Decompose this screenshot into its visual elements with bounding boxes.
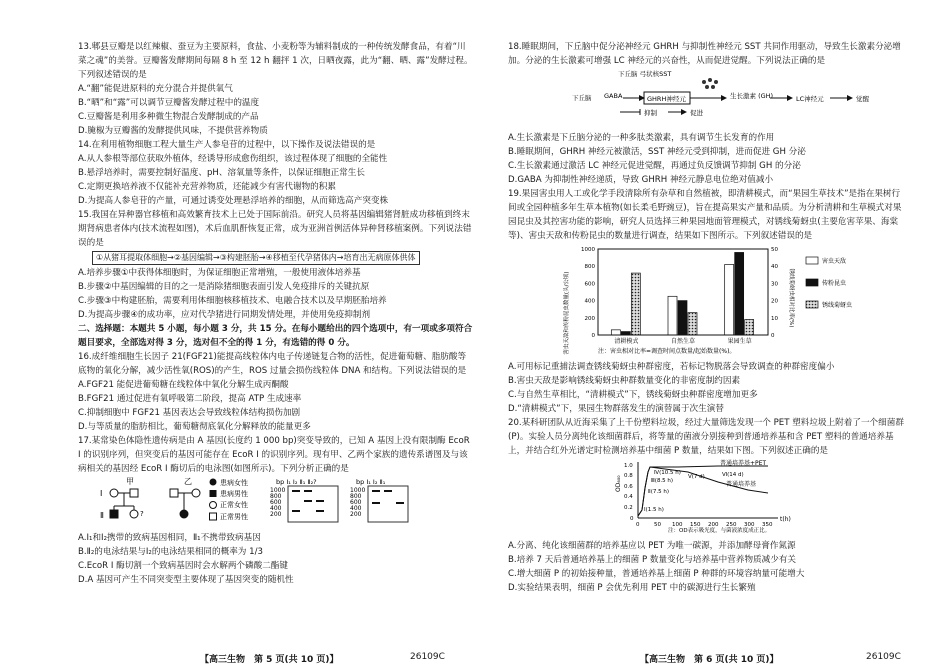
left-column	[78, 40, 473, 587]
bar-1	[611, 330, 620, 335]
right-column	[508, 40, 908, 595]
pedigree-figure	[78, 476, 473, 531]
xtick: 0	[636, 522, 640, 528]
option-b: B.步骤②中基因编辑的目的之一是消除猪细胞表面引发人免疫排斥的关键抗原	[78, 282, 370, 292]
option-c: C.增大细菌 P 的初始接种量，普通培养基上细菌 P 种群的环境容纳量可能增大	[508, 569, 805, 579]
xlabel: t(h)	[780, 516, 791, 523]
option-c: C.EcoR Ⅰ 酶切割一个致病基因时会水解两个磷酸二酯键	[78, 561, 288, 571]
diagram-wake: 觉醒	[856, 95, 869, 103]
svg-text:?: ?	[140, 510, 144, 518]
diagram-gh: 生长激素 (GH)	[730, 92, 774, 100]
bp-1000: 1000	[270, 487, 286, 494]
bp-400: 400	[350, 505, 362, 512]
bar-3	[688, 313, 697, 335]
legend-inhibit: 抑制	[644, 109, 657, 117]
option-c: C.抑制细胞中 FGF21 基因表达会导致线粒体结构损伤加剧	[78, 408, 301, 418]
right-ytick: 0	[771, 333, 775, 339]
option-b: B.悬浮培养时，需要控制好温度、pH、溶氧量等条件，以保证细胞正常生长	[78, 168, 365, 178]
option-d: D.GABA 为抑制性神经递质，导致 GHRH 神经元静息电位绝对值减小	[508, 175, 774, 185]
left-ytick: 800	[584, 264, 595, 271]
right-ytick: 30	[771, 281, 778, 288]
bp-1000: 1000	[350, 487, 366, 494]
option-a: A.FGF21 能促进葡萄糖在线粒体中氧化分解生成丙酮酸	[78, 380, 289, 390]
pedigree-male-normal	[130, 489, 138, 497]
legend-label: 患病男性	[220, 490, 248, 498]
question-20	[508, 416, 908, 595]
option-a: A.Ⅰ₁和Ⅰ₂携带的致病基因相同，Ⅱ₁不携带致病基因	[78, 533, 261, 543]
family-a-label: 甲	[126, 477, 134, 486]
xtick: 100	[672, 522, 683, 528]
xtick: 50	[654, 522, 661, 528]
question-18	[508, 40, 908, 187]
option-a: A.“翻”能促进原料的充分混合并提供氧气	[78, 84, 233, 94]
pedigree-female-normal	[192, 489, 200, 497]
option-c: C.定期更换培养液不仅能补充营养物质，还能减少有害代谢物的积累	[78, 182, 336, 192]
stage-label: Ⅴ(7 d)	[688, 474, 705, 480]
option-a: A.分离、纯化该细菌群的培养基应以 PET 为唯一碳源，并添加酵母膏作氮源	[508, 541, 796, 551]
gel-a-header: bp Ⅰ₁ Ⅰ₂ Ⅱ₁ Ⅱ₂?	[276, 478, 317, 486]
option-d: D.与等质量的脂肪相比，葡萄糖彻底氧化分解释放的能量更多	[78, 422, 311, 432]
ytick: 0.8	[624, 473, 633, 479]
ylabel-right: 锈线菊蚜虫相对比率(%)	[788, 268, 794, 328]
option-d: D.实验结果表明，细菌 P 会优先利用 PET 中的碳源进行生长繁殖	[508, 583, 756, 593]
ytick: 0	[630, 516, 634, 522]
stage-label: Ⅰ(1.5 h)	[644, 507, 664, 513]
diagram-top-label: 下丘脑 弓状核SST	[618, 70, 672, 78]
line1-label: 普通培养基+PET	[720, 460, 767, 467]
bar-2	[621, 332, 630, 335]
stage-label: Ⅳ(10.5 h)	[654, 470, 681, 476]
legend-promote: 促进	[690, 109, 703, 117]
question-19	[508, 187, 908, 416]
category-label: 自然生草	[670, 338, 696, 345]
left-ytick: 400	[584, 298, 595, 305]
legend-label: 正常男性	[220, 513, 248, 521]
option-b: B.FGF21 通过促进有氧呼吸第二阶段，提高 ATP 生成速率	[78, 394, 302, 404]
option-a: A.可用标记重捕法调查锈线菊蚜虫种群密度，若标记物脱落会导致调查的种群密度偏小	[508, 362, 835, 372]
pedigree-female-normal	[130, 510, 138, 518]
footer-left-code: 26109C	[410, 652, 445, 662]
question-stem: 13.郫县豆瓣是以红辣椒、蚕豆为主要原料，食盐、小麦粉等为辅料制成的一种传统发酵食品，有着“川菜之魂”的美誉。豆瓣酱发酵期间每隔 8 h 至 12 h 翻抨 1 次，日晒夜露，此为“翻、晒、露”发酵过程。下列叙述错误的是	[78, 42, 473, 80]
option-d: D.为提高步骤④的成功率，应对代孕猪进行同期发情处理，并使用免疫抑制剂	[78, 310, 371, 320]
pedigree-male-normal	[170, 489, 178, 497]
legend-label: 患病女性	[220, 479, 248, 487]
legend-swatch	[806, 301, 818, 308]
left-ytick: 1000	[581, 247, 595, 253]
legend-label: 害虫天敌	[822, 258, 847, 265]
diagram-hypothalamus: 下丘脑	[572, 94, 592, 102]
stage-label: Ⅵ(14 d)	[722, 472, 744, 478]
bar-2	[678, 301, 687, 335]
question-stem: 20.某科研团队从近海采集了上千份塑料垃圾，经过大量筛选发现一个 PET 塑料垃圾上附着了一个细菌群(P)。实验人员分离纯化该细菌群后，将等量的菌液分别接种到普通培养基和含 PET 塑料的普通培养基上，并结合红外光谱定时检测培养基中细菌 P 数量，结果如下图。下列叙述正确的是	[508, 418, 904, 456]
bp-600: 600	[270, 499, 282, 506]
option-d: D.腌椒为豆瓣酱的发酵提供风味，不提供营养物质	[78, 126, 268, 136]
legend-label: 锈线菊蚜虫	[822, 302, 853, 309]
bar-3	[745, 320, 754, 335]
line2-label: 普通培养基	[726, 481, 757, 488]
option-a: A.从人参根等部位获取外植体，经诱导形成愈伤组织，该过程体现了细胞的全能性	[78, 154, 388, 164]
option-d: D.“清耕模式”下，果园生物群落发生的演替属于次生演替	[508, 404, 724, 414]
bp-800: 800	[270, 493, 282, 500]
diagram-gaba: GABA	[604, 92, 623, 100]
question-14	[78, 138, 473, 208]
ylabel-left: 害虫天敌和传粉昆虫数量(头/公顷)	[564, 271, 570, 355]
bar-1	[725, 264, 734, 335]
question-stem: 17.某常染色体隐性遗传病是由 A 基因(长度约 1 000 bp)突变导致的，已知 A 基因上没有限制酶 EcoR Ⅰ 的识别序列，但突变后的基因可能存在 EcoR Ⅰ 的识别序列。现有甲、乙两个家族的遗传系谱图及与该病相关的基因经 EcoR Ⅰ 酶切后的电泳图(如图所示)。下列分析正确的是	[78, 436, 470, 474]
gen-1-label: Ⅰ	[100, 489, 103, 498]
bar-chart-figure	[508, 243, 908, 360]
gen-2-label: Ⅱ	[100, 511, 104, 520]
question-16	[78, 350, 473, 434]
footer-left: 【高三生物 第 5 页(共 10 页)】	[200, 655, 339, 665]
ytick: 0.4	[624, 494, 633, 500]
neuron-diagram	[508, 68, 908, 131]
option-a: A.培养步骤①中获得体细胞时，为保证细胞正常增殖，一般使用液体培养基	[78, 268, 361, 278]
left-ytick: 0	[591, 333, 595, 339]
bar-1	[668, 296, 677, 335]
legend-swatch	[806, 279, 818, 286]
question-13	[78, 40, 473, 138]
legend-label: 传粉昆虫	[822, 280, 847, 287]
option-c: C.生长激素通过激活 LC 神经元促进觉醒，再通过负反馈调节抑制 GH 的分泌	[508, 161, 801, 171]
question-stem: 16.成纤维细胞生长因子 21(FGF21)能提高线粒体内电子传递链复合物的活性，促进葡萄糖、脂肪酸等底物的氧化分解，减少活性氧(ROS)的产生，ROS 过量会损伤线粒体 DNA 和结构。下列说法错误的是	[78, 352, 467, 376]
ylabel: OD₆₀₀	[615, 475, 622, 492]
option-b: B.害虫天敌是影响锈线菊蚜虫种群数量变化的非密度制约因素	[508, 376, 741, 386]
option-c: C.与自然生草相比，“清耕模式”下，锈线菊蚜虫种群密度增加更多	[508, 390, 758, 400]
right-ytick: 50	[771, 247, 778, 253]
option-c: C.步骤③中构建胚胎，需要利用体细胞核移植技术、电融合技术以及早期胚胎培养	[78, 296, 387, 306]
question-stem: 19.果园害虫用人工或化学手段清除所有杂草和自然植被，即清耕模式，而“果园生草技术”是指在果树行间或全园种植多年生草本植物(如长柔毛野豌豆)，旨在提高果实产量和品质。为分析清耕和生草模式对果园昆虫及其控害功能的影响，研究人员选择三种果园地面管理模式，对锈线菊蚜虫(主要危害苹果、海棠等)、害虫天敌和传粉昆虫的数量进行调查，结果如下图所示。下列叙述错误的是	[508, 189, 902, 241]
family-b-label: 乙	[184, 477, 192, 486]
xtick: 350	[762, 522, 773, 528]
gel-b-header: bp Ⅰ₁ Ⅰ₂ Ⅱ₁	[356, 478, 386, 486]
question-15	[78, 208, 473, 322]
pedigree-female-affected	[180, 510, 188, 518]
right-ytick: 40	[771, 264, 778, 271]
xtick: 200	[708, 522, 719, 528]
legend-label: 正常女性	[220, 501, 248, 509]
xtick: 250	[726, 522, 737, 528]
legend-affected-male-icon	[210, 490, 217, 497]
legend-swatch	[806, 257, 818, 264]
legend-normal-male-icon	[210, 513, 217, 520]
footer-right: 【高三生物 第 6 页(共 10 页)】	[640, 655, 779, 665]
option-c: C.豆瓣酱是利用多种微生物混合发酵制成的产品	[78, 112, 259, 122]
option-b: B.培养 7 天后普通培养基上的细菌 P 数量变化与培养基中营养物质减少有关	[508, 555, 797, 565]
option-d: D.A 基因可产生不同突变型主要体现了基因突变的随机性	[78, 575, 294, 585]
bar-2	[735, 252, 744, 335]
bp-800: 800	[350, 493, 362, 500]
stage-label: Ⅲ(8.5 h)	[651, 478, 674, 484]
bar-chart	[508, 243, 908, 355]
bp-200: 200	[350, 511, 362, 518]
question-stem: 15.我国在异种器官移植和高效繁育技术上已处于国际前沿。研究人员将基因编辑猪肾脏成功移植到终末期肾病患者体内(技术流程如图)，术后血肌酐恢复正常，成为亚洲首例活体异种肾移植案例。下列说法错误的是	[78, 210, 472, 248]
question-stem: 18.睡眠期间，下丘脑中促分泌神经元 GHRH 与抑制性神经元 SST 共同作用驱动，导致生长激素分泌增加。分泌的生长激素可增强 LC 神经元的兴奋性，从而促进觉醒。下列说法正确的是	[508, 42, 901, 66]
ytick: 0.2	[624, 505, 633, 511]
question-17	[78, 434, 473, 587]
bp-200: 200	[270, 511, 282, 518]
option-b: B.Ⅱ₂的电泳结果与Ⅰ₂的电泳结果相同的概率为 1/3	[78, 547, 263, 557]
pedigree-female-normal	[110, 489, 118, 497]
option-b: B.睡眠期间，GHRH 神经元被激活，SST 神经元受到抑制，进而促进 GH 分泌	[508, 147, 806, 157]
diagram-lc: LC神经元	[796, 95, 824, 103]
option-a: A.生长激素是下丘脑分泌的一种多肽类激素，具有调节生长发育的作用	[508, 133, 775, 143]
left-ytick: 200	[584, 315, 595, 322]
option-b: B.“晒”和“露”可以调节豆瓣酱发酵过程中的温度	[78, 98, 260, 108]
flow-box: ①从猪耳提取体细胞→②基因编辑→③构建胚胎→④移植至代孕猪体内→培育出无病原体供体	[92, 251, 420, 265]
growth-curve-figure	[508, 458, 908, 539]
section-2-header: 二、选择题：本题共 5 小题，每小题 3 分，共 15 分。在每小题给出的四个选项中，有一项或多项符合题目要求，全部选对得 3 分，选对但不全的得 1 分，有选错的得 0 分。	[78, 324, 473, 348]
ytick: 0.6	[624, 484, 633, 490]
right-ytick: 10	[771, 315, 778, 322]
legend-affected-female-icon	[210, 479, 217, 486]
growth-curve	[508, 458, 908, 534]
diagram-ghrh: GHRH神经元	[647, 95, 686, 103]
category-label: 果园生草	[727, 338, 752, 345]
bp-400: 400	[270, 505, 282, 512]
stage-label: Ⅱ(7.5 h)	[648, 489, 669, 495]
ytick: 1.0	[624, 463, 633, 469]
category-label: 清耕模式	[614, 338, 639, 345]
xtick: 300	[744, 522, 755, 528]
xtick: 150	[690, 522, 701, 528]
secretion-dots	[702, 78, 718, 89]
chart-note: 注：害虫相对比率=调查时间点数量/起始数量(%)。	[598, 348, 736, 355]
chart-note: 注：OD表示吸光度，与菌液浓度成正比。	[668, 528, 771, 534]
bp-600: 600	[350, 499, 362, 506]
footer-right-code: 26109C	[866, 652, 901, 662]
bar-3	[631, 273, 640, 335]
left-ytick: 600	[584, 281, 595, 288]
pedigree-male-affected	[110, 510, 118, 518]
right-ytick: 20	[771, 298, 778, 305]
question-stem: 14.在利用植物细胞工程大量生产人参皂苷的过程中，以下操作及说法错误的是	[78, 140, 376, 150]
option-d: D.为提高人参皂苷的产量，可通过诱变处理悬浮培养的细胞，从而筛选高产突变株	[78, 196, 389, 206]
legend-normal-female-icon	[210, 502, 217, 509]
